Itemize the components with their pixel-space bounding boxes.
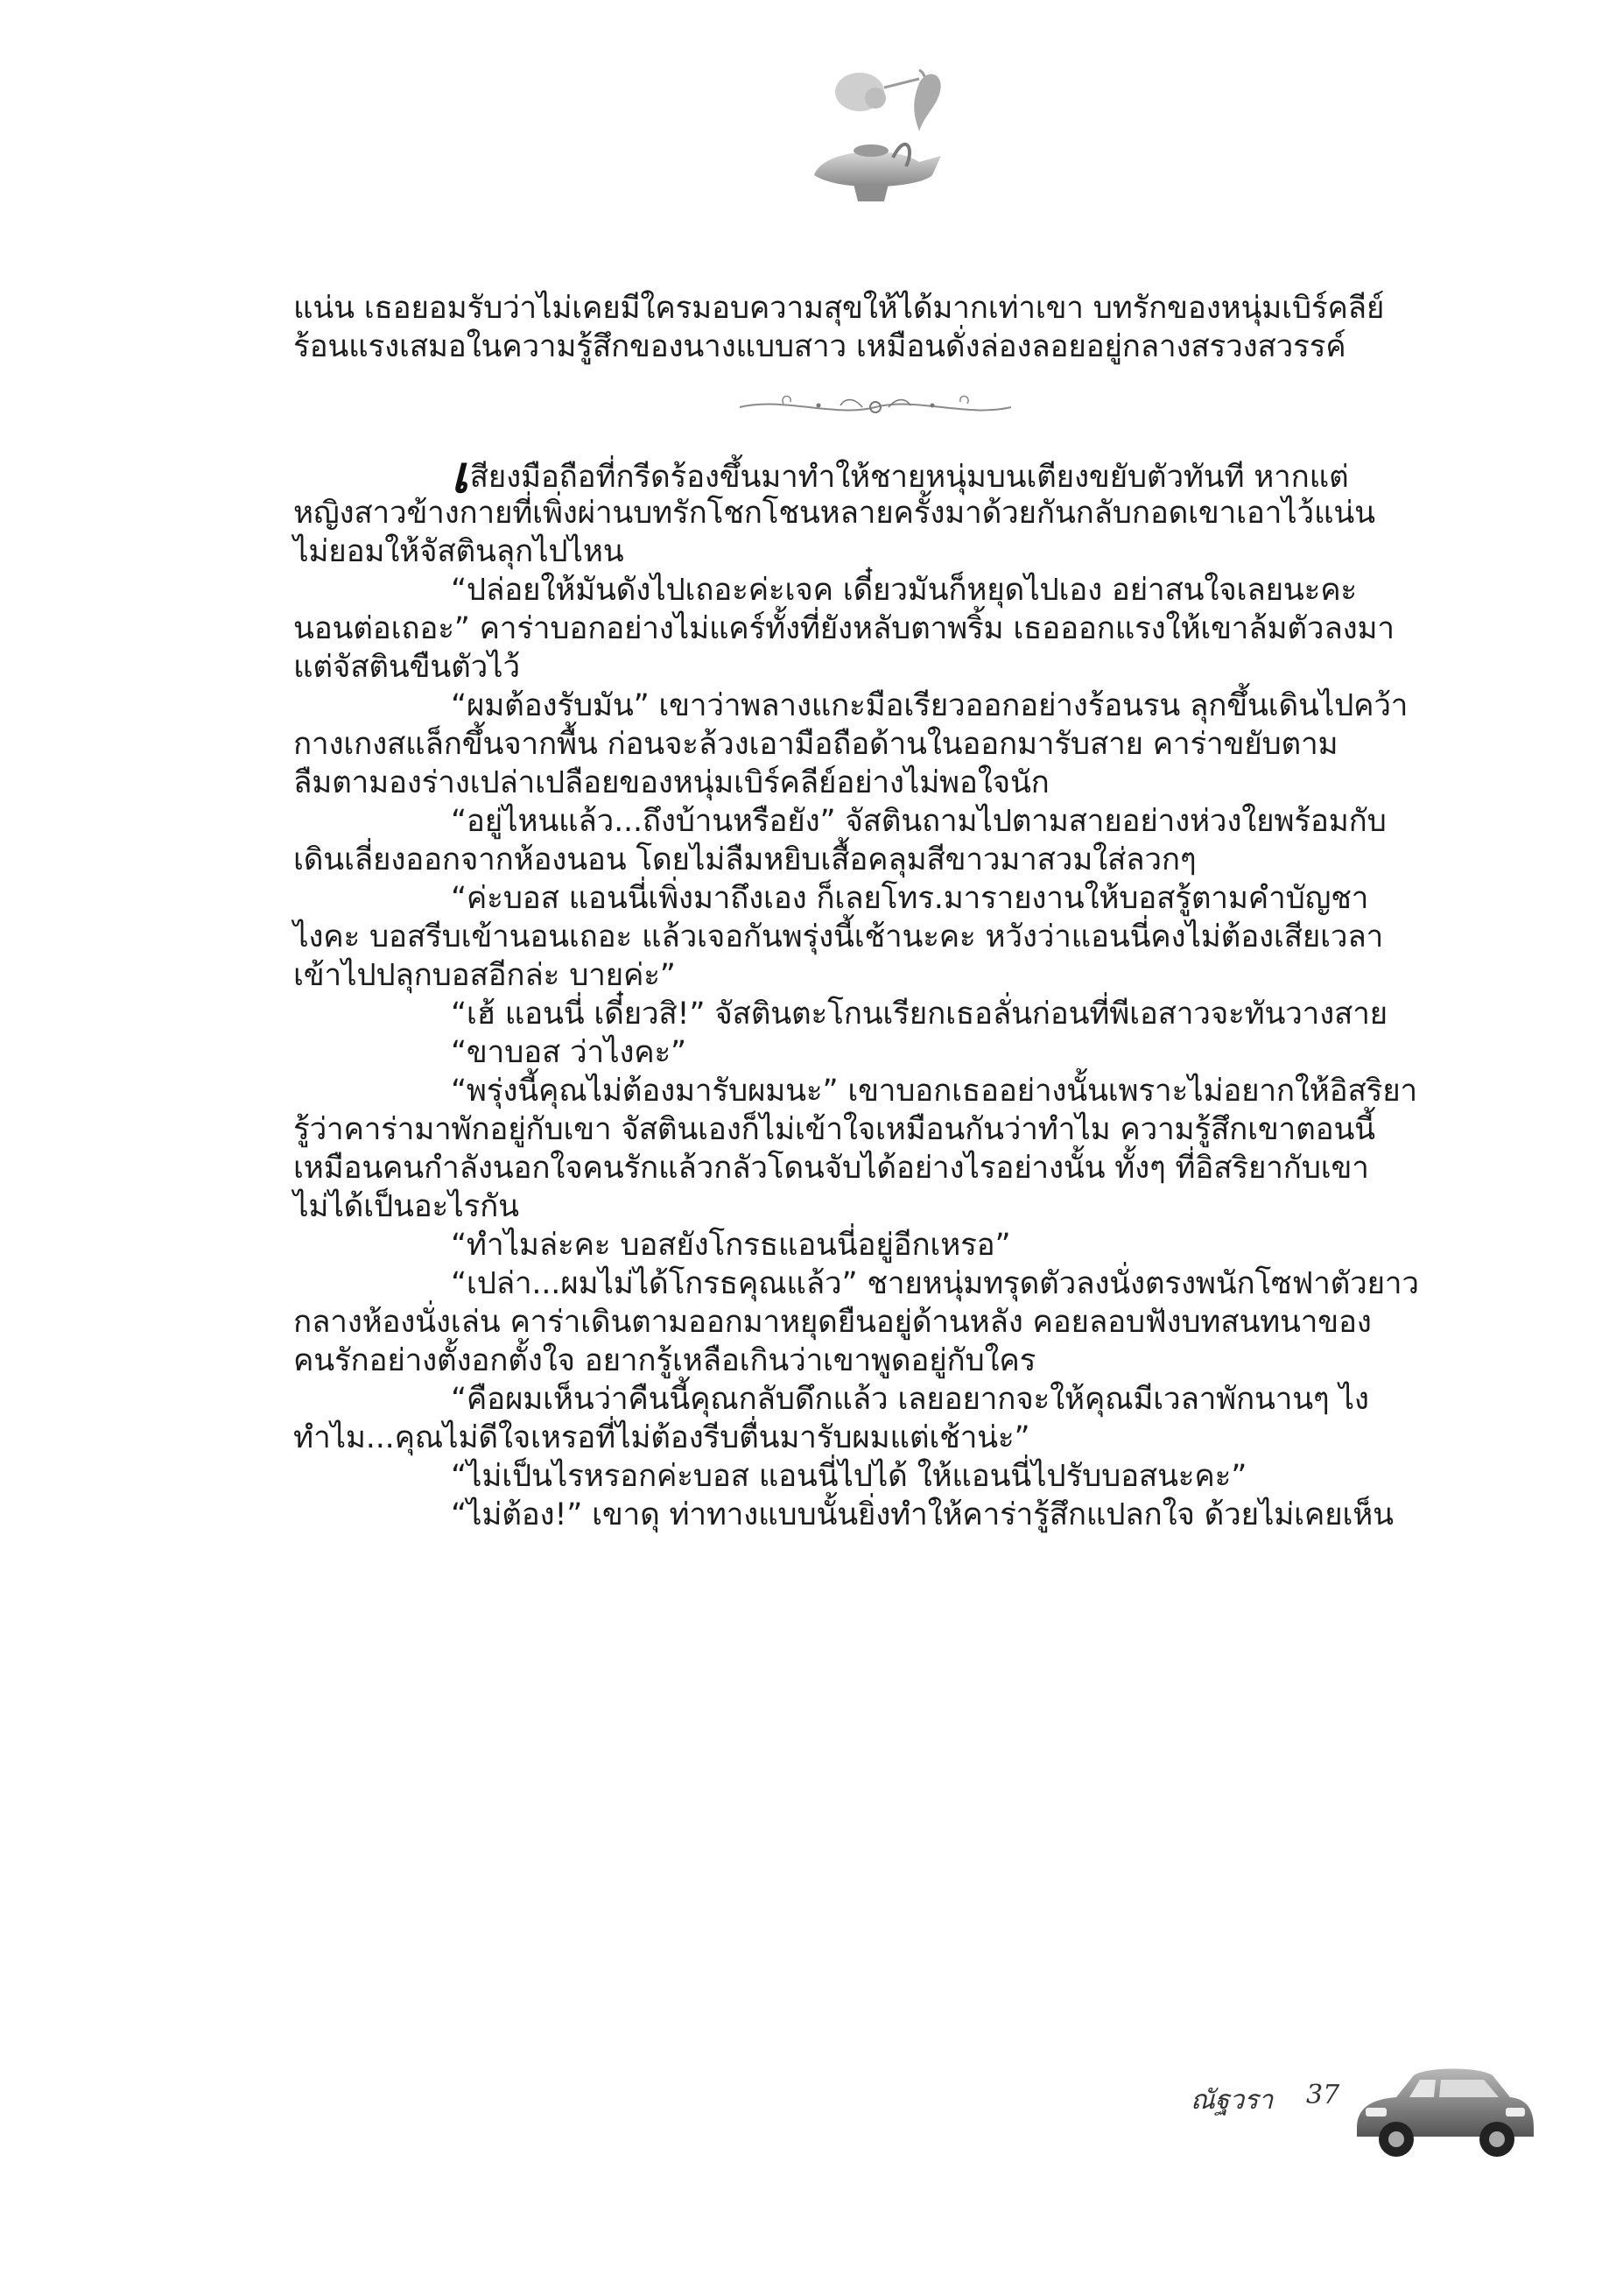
text-line: หญิงสาวข้างกายที่เพิ่งผ่านบทรักโชกโชนหลายครั้งมาด้วยกันกลับกอดเขาเอาไว้แน่น [293, 496, 1375, 531]
text-line: คนรักอย่างตั้งอกตั้งใจ อยากรู้เหลือเกินว่าเขาพูดอยู่กับใคร [293, 1343, 1036, 1378]
text-line: สียงมือถือที่กรีดร้องขึ้นมาทำให้ชายหนุ่มบนเตียงขยับตัวทันที หากแต่ [469, 460, 1349, 495]
dropcap-paragraph [293, 445, 1453, 504]
text-line: แน่น เธอยอมรับว่าไม่เคยมีใครมอบความสุขให้ได้มากเท่าเขา บทรักของหนุ่มเบิร์คลีย์ [293, 291, 1385, 326]
text-line: แต่จัสตินขืนตัวไว้ [293, 650, 520, 685]
text-line: รู้ว่าคาร่ามาพักอยู่กับเขา จัสตินเองก็ไม่เข้าใจเหมือนกันว่าทำไม ความรู้สึกเขาตอนนี้ [293, 1112, 1375, 1147]
text-line: ไม่ยอมให้จัสตินลุกไปไหน [293, 534, 624, 569]
body-text [293, 494, 1453, 1534]
text-line: ไม่ได้เป็นอะไรกัน [293, 1189, 519, 1224]
text-line: “ขาบอส ว่าไงคะ” [451, 1035, 686, 1070]
text-line: กางเกงสแล็กขึ้นจากพื้น ก่อนจะล้วงเอามือถือด้านในออกมารับสาย คาร่าขยับตาม [293, 727, 1338, 762]
text-line: “เปล่า...ผมไม่ได้โกรธคุณแล้ว” ชายหนุ่มทรุดตัวลงนั่งตรงพนักโซฟาตัวยาว [451, 1266, 1419, 1301]
text-line: ร้อนแรงเสมอในความรู้สึกของนางแบบสาว เหมือนดั่งล่องลอยอยู่กลางสรวงสวรรค์ [293, 329, 1346, 364]
text-line: กลางห้องนั่งเล่น คาร่าเดินตามออกมาหยุดยืนอยู่ด้านหลัง คอยลอบฟังบทสนทนาของ [293, 1305, 1372, 1340]
text-line: “ผมต้องรับมัน” เขาว่าพลางแกะมือเรียวออกอย่างร้อนรน ลุกขึ้นเดินไปคว้า [451, 688, 1409, 723]
text-line: เข้าไปปลุกบอสอีกล่ะ บายค่ะ” [293, 958, 676, 993]
text-line: นอนต่อเถอะ” คาร่าบอกอย่างไม่แคร์ทั้งที่ยังหลับตาพริ้ม เธอออกแรงให้เขาล้มตัวลงมา [293, 611, 1395, 646]
text-line: เดินเลี่ยงออกจากห้องนอน โดยไม่ลืมหยิบเสื้อคลุมสีขาวมาสวมใส่ลวกๆ [293, 842, 1197, 877]
text-line: “อยู่ไหนแล้ว...ถึงบ้านหรือยัง” จัสตินถามไปตามสายอย่างห่วงใยพร้อมกับ [451, 804, 1387, 839]
text-line: “เฮ้ แอนนี่ เดี๋ยวสิ!” จัสตินตะโกนเรียกเธอลั่นก่อนที่พีเอสาวจะทันวางสาย [451, 997, 1388, 1032]
car-icon [1348, 2045, 1541, 2163]
text-line: ลืมตามองร่างเปล่าเปลือยของหนุ่มเบิร์คลีย์อย่างไม่พอใจนัก [293, 765, 1050, 800]
cupid-lamp-icon [788, 53, 963, 228]
text-line: “พรุ่งนี้คุณไม่ต้องมารับผมนะ” เขาบอกเธออย่างนั้นเพราะไม่อยากให้อิสริยา [451, 1074, 1417, 1109]
text-line: “ปล่อยให้มันดังไปเถอะค่ะเจค เดี๋ยวมันก็หยุดไปเอง อย่าสนใจเลยนะคะ [451, 573, 1358, 608]
author-name: ณัฐวรา [1191, 2085, 1274, 2116]
dropcap-letter: เ [451, 445, 468, 504]
floral-divider-icon [731, 388, 1020, 426]
text-line: “ไม่ต้อง!” เขาดุ ท่าทางแบบนั้นยิ่งทำให้คาร่ารู้สึกแปลกใจ ด้วยไม่เคยเห็น [451, 1497, 1394, 1532]
text-line: “ไม่เป็นไรหรอกค่ะบอส แอนนี่ไปได้ ให้แอนนี่ไปรับบอสนะคะ” [451, 1459, 1247, 1494]
text-line: “คือผมเห็นว่าคืนนี้คุณกลับดึกแล้ว เลยอยากจะให้คุณมีเวลาพักนานๆ ไง [451, 1382, 1369, 1417]
page-number: 37 [1306, 2080, 1340, 2110]
text-line: เหมือนคนกำลังนอกใจคนรักแล้วกลัวโดนจับได้อย่างไรอย่างนั้น ทั้งๆ ที่อิสริยากับเขา [293, 1151, 1369, 1186]
text-line: “ทำไมล่ะคะ บอสยังโกรธแอนนี่อยู่อีกเหรอ” [451, 1228, 1011, 1263]
text-line: ไงคะ บอสรีบเข้านอนเถอะ แล้วเจอกันพรุ่งนี้เช้านะคะ หวังว่าแอนนี่คงไม่ต้องเสียเวลา [293, 919, 1384, 954]
text-line: “ค่ะบอส แอนนี่เพิ่งมาถึงเอง ก็เลยโทร.มารายงานให้บอสรู้ตามคำบัญชา [451, 881, 1369, 916]
text-line: ทำไม...คุณไม่ดีใจเหรอที่ไม่ต้องรีบตื่นมารับผมแต่เช้าน่ะ” [293, 1420, 1030, 1455]
